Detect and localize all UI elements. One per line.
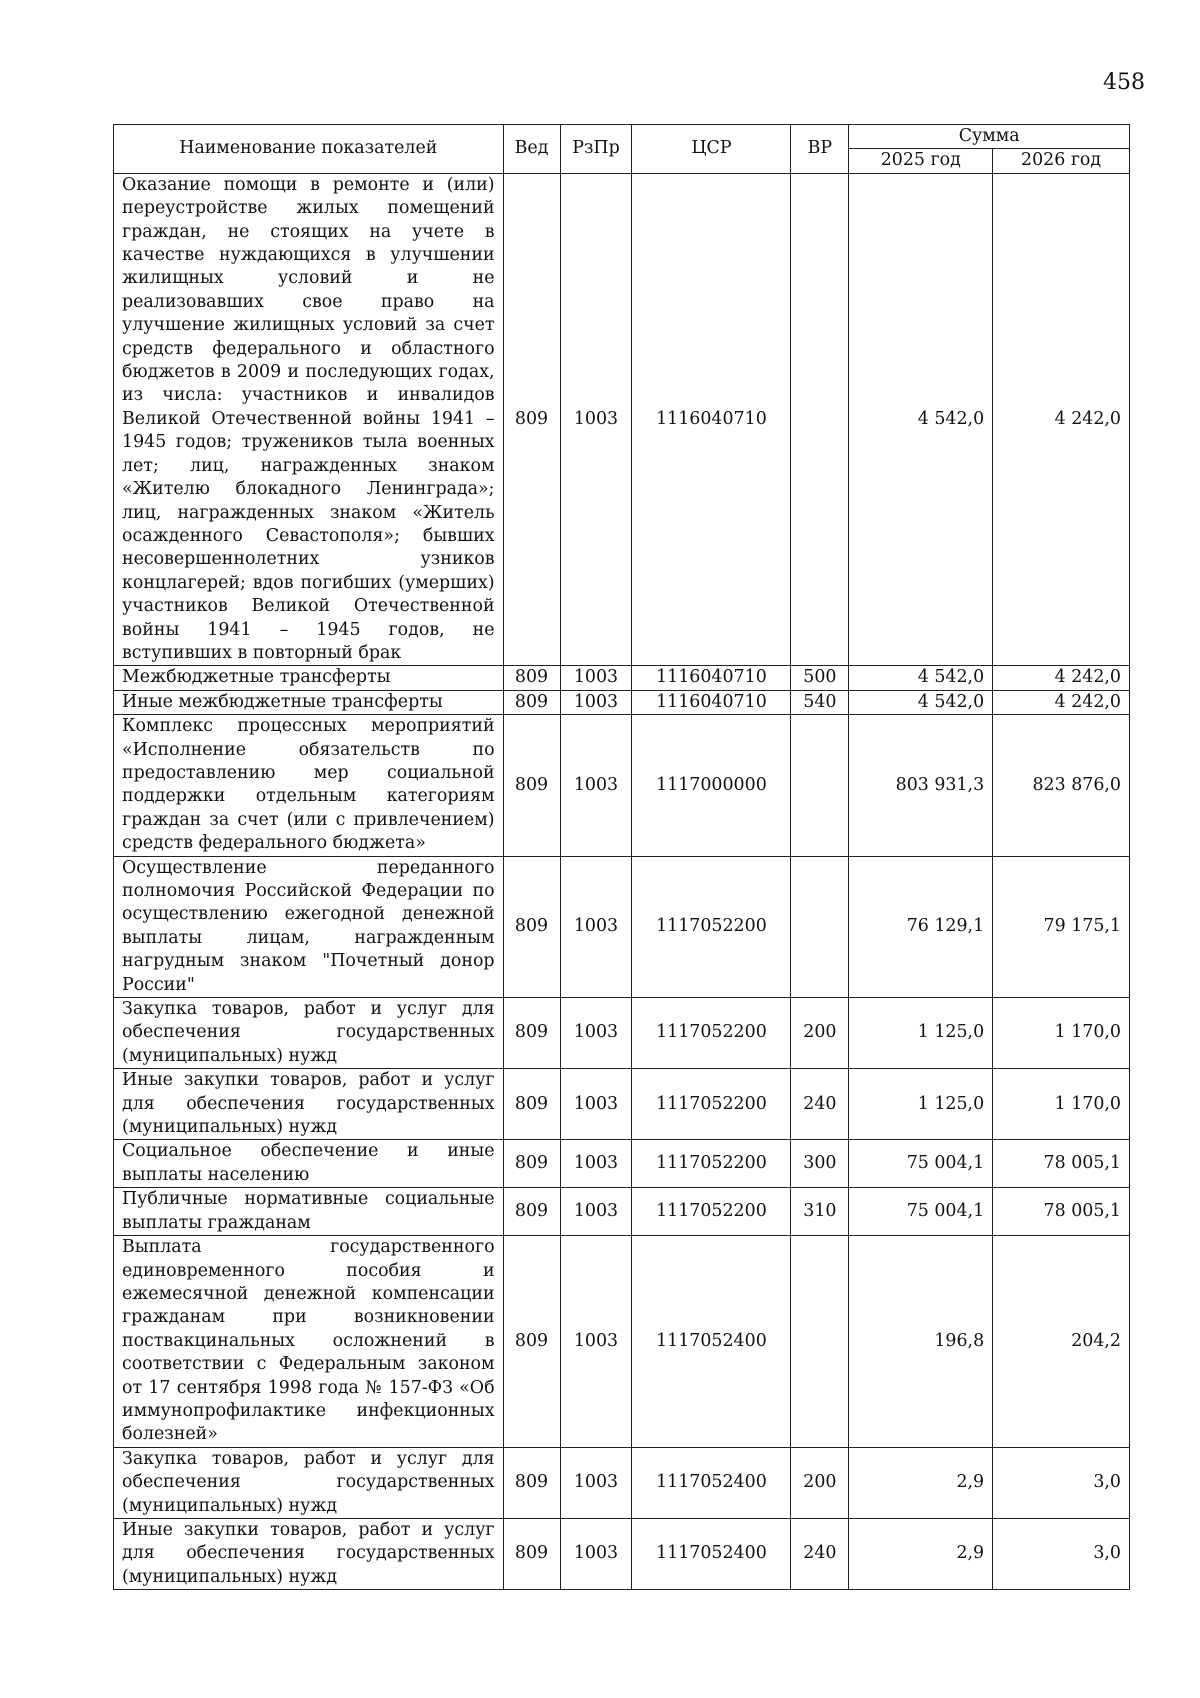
row-csr: 1116040710 <box>632 173 791 666</box>
row-rzpr: 1003 <box>560 1188 632 1236</box>
table-row <box>114 998 1130 1069</box>
budget-table <box>113 124 1130 1590</box>
row-vr: 500 <box>791 666 849 690</box>
row-vr: 200 <box>791 1447 849 1518</box>
row-sum-2026: 4 242,0 <box>993 666 1130 690</box>
page-number: 458 <box>1103 70 1145 95</box>
row-name: Межбюджетные трансферты <box>114 666 504 690</box>
row-sum-2026: 1 170,0 <box>993 998 1130 1069</box>
table-row <box>114 1236 1130 1448</box>
row-vr: 240 <box>791 1518 849 1589</box>
row-csr: 1116040710 <box>632 690 791 714</box>
header-csr: ЦСР <box>632 125 791 174</box>
row-name: Выплата государственного единовременного пособия и ежемесячной денежной компенсации гражданам при возникновении поствакцинальных осложнений в соответствии с Федеральным законом от 17 сентября 1998 года № 157-ФЗ «Об иммунопрофилактике инфекционных болезней» <box>114 1236 504 1448</box>
row-sum-2025: 4 542,0 <box>849 666 993 690</box>
row-rzpr: 1003 <box>560 856 632 997</box>
header-vr: ВР <box>791 125 849 174</box>
row-name: Закупка товаров, работ и услуг для обеспечения государственных (муниципальных) нужд <box>114 998 504 1069</box>
table-row <box>114 666 1130 690</box>
row-name: Иные закупки товаров, работ и услуг для обеспечения государственных (муниципальных) нужд <box>114 1518 504 1589</box>
header-2026: 2026 год <box>993 149 1130 173</box>
row-vr <box>791 856 849 997</box>
row-ved: 809 <box>503 998 560 1069</box>
row-name: Комплекс процессных мероприятий «Исполнение обязательств по предоставлению мер социальной поддержки отдельным категориям граждан за счет (или с привлечением) средств федерального бюджета» <box>114 715 504 856</box>
row-sum-2026: 79 175,1 <box>993 856 1130 997</box>
row-ved: 809 <box>503 1447 560 1518</box>
row-sum-2025: 196,8 <box>849 1236 993 1448</box>
row-name: Иные закупки товаров, работ и услуг для обеспечения государственных (муниципальных) нужд <box>114 1069 504 1140</box>
row-ved: 809 <box>503 715 560 856</box>
row-ved: 809 <box>503 1188 560 1236</box>
row-sum-2026: 3,0 <box>993 1447 1130 1518</box>
row-ved: 809 <box>503 690 560 714</box>
table-header <box>114 125 1130 174</box>
row-csr: 1117052200 <box>632 1069 791 1140</box>
row-sum-2026: 78 005,1 <box>993 1188 1130 1236</box>
row-csr: 1117052200 <box>632 856 791 997</box>
row-ved: 809 <box>503 173 560 666</box>
row-rzpr: 1003 <box>560 690 632 714</box>
row-csr: 1117052200 <box>632 1140 791 1188</box>
row-sum-2025: 4 542,0 <box>849 690 993 714</box>
table-row <box>114 173 1130 666</box>
row-sum-2025: 1 125,0 <box>849 998 993 1069</box>
table-row <box>114 1518 1130 1589</box>
row-ved: 809 <box>503 1236 560 1448</box>
row-csr: 1117052400 <box>632 1447 791 1518</box>
row-name: Иные межбюджетные трансферты <box>114 690 504 714</box>
row-csr: 1117052200 <box>632 998 791 1069</box>
row-sum-2026: 4 242,0 <box>993 173 1130 666</box>
row-vr: 310 <box>791 1188 849 1236</box>
row-ved: 809 <box>503 1518 560 1589</box>
table-row <box>114 1447 1130 1518</box>
row-vr: 540 <box>791 690 849 714</box>
row-ved: 809 <box>503 856 560 997</box>
row-vr <box>791 715 849 856</box>
row-vr: 240 <box>791 1069 849 1140</box>
row-rzpr: 1003 <box>560 1069 632 1140</box>
row-rzpr: 1003 <box>560 715 632 856</box>
row-name: Оказание помощи в ремонте и (или) переустройстве жилых помещений граждан, не стоящих на учете в качестве нуждающихся в улучшении жилищных условий и не реализовавших свое право на улучшение жилищных условий за счет средств федерального и областного бюджетов в 2009 и последующих годах, из числа: участников и инвалидов Великой Отечественной войны 1941 – 1945 годов; тружеников тыла военных лет; лиц, награжденных знаком «Жителю блокадного Ленинграда»; лиц, награжденных знаком «Житель осажденного Севастополя»; бывших несовершеннолетних узников концлагерей; вдов погибших (умерших) участников Великой Отечественной войны 1941 – 1945 годов, не вступивших в повторный брак <box>114 173 504 666</box>
row-sum-2026: 78 005,1 <box>993 1140 1130 1188</box>
row-csr: 1117052400 <box>632 1236 791 1448</box>
row-csr: 1117000000 <box>632 715 791 856</box>
header-2025: 2025 год <box>849 149 993 173</box>
row-name: Осуществление переданного полномочия Российской Федерации по осуществлению ежегодной денежной выплаты лицам, награжденным нагрудным знаком "Почетный донор России" <box>114 856 504 997</box>
table-row <box>114 1140 1130 1188</box>
row-ved: 809 <box>503 1069 560 1140</box>
row-rzpr: 1003 <box>560 666 632 690</box>
row-name: Закупка товаров, работ и услуг для обеспечения государственных (муниципальных) нужд <box>114 1447 504 1518</box>
header-ved: Вед <box>503 125 560 174</box>
row-ved: 809 <box>503 1140 560 1188</box>
table-row <box>114 690 1130 714</box>
row-sum-2025: 803 931,3 <box>849 715 993 856</box>
row-sum-2025: 2,9 <box>849 1518 993 1589</box>
row-name: Социальное обеспечение и иные выплаты населению <box>114 1140 504 1188</box>
row-sum-2025: 2,9 <box>849 1447 993 1518</box>
row-csr: 1117052200 <box>632 1188 791 1236</box>
table-row <box>114 1188 1130 1236</box>
row-sum-2026: 204,2 <box>993 1236 1130 1448</box>
row-sum-2025: 75 004,1 <box>849 1140 993 1188</box>
row-sum-2025: 1 125,0 <box>849 1069 993 1140</box>
row-rzpr: 1003 <box>560 1447 632 1518</box>
row-vr <box>791 1236 849 1448</box>
row-vr <box>791 173 849 666</box>
row-sum-2026: 823 876,0 <box>993 715 1130 856</box>
header-sum: Сумма <box>849 125 1130 149</box>
header-rzpr: РзПр <box>560 125 632 174</box>
row-rzpr: 1003 <box>560 1236 632 1448</box>
row-rzpr: 1003 <box>560 1140 632 1188</box>
table-row <box>114 1069 1130 1140</box>
row-rzpr: 1003 <box>560 173 632 666</box>
row-sum-2026: 1 170,0 <box>993 1069 1130 1140</box>
row-rzpr: 1003 <box>560 998 632 1069</box>
row-ved: 809 <box>503 666 560 690</box>
table-row <box>114 856 1130 997</box>
row-csr: 1116040710 <box>632 666 791 690</box>
row-sum-2026: 4 242,0 <box>993 690 1130 714</box>
row-sum-2025: 76 129,1 <box>849 856 993 997</box>
header-name: Наименование показателей <box>114 125 504 174</box>
row-csr: 1117052400 <box>632 1518 791 1589</box>
row-sum-2025: 75 004,1 <box>849 1188 993 1236</box>
row-sum-2026: 3,0 <box>993 1518 1130 1589</box>
table-row <box>114 715 1130 856</box>
table-body <box>114 173 1130 1589</box>
row-vr: 200 <box>791 998 849 1069</box>
row-rzpr: 1003 <box>560 1518 632 1589</box>
row-name: Публичные нормативные социальные выплаты гражданам <box>114 1188 504 1236</box>
row-vr: 300 <box>791 1140 849 1188</box>
row-sum-2025: 4 542,0 <box>849 173 993 666</box>
